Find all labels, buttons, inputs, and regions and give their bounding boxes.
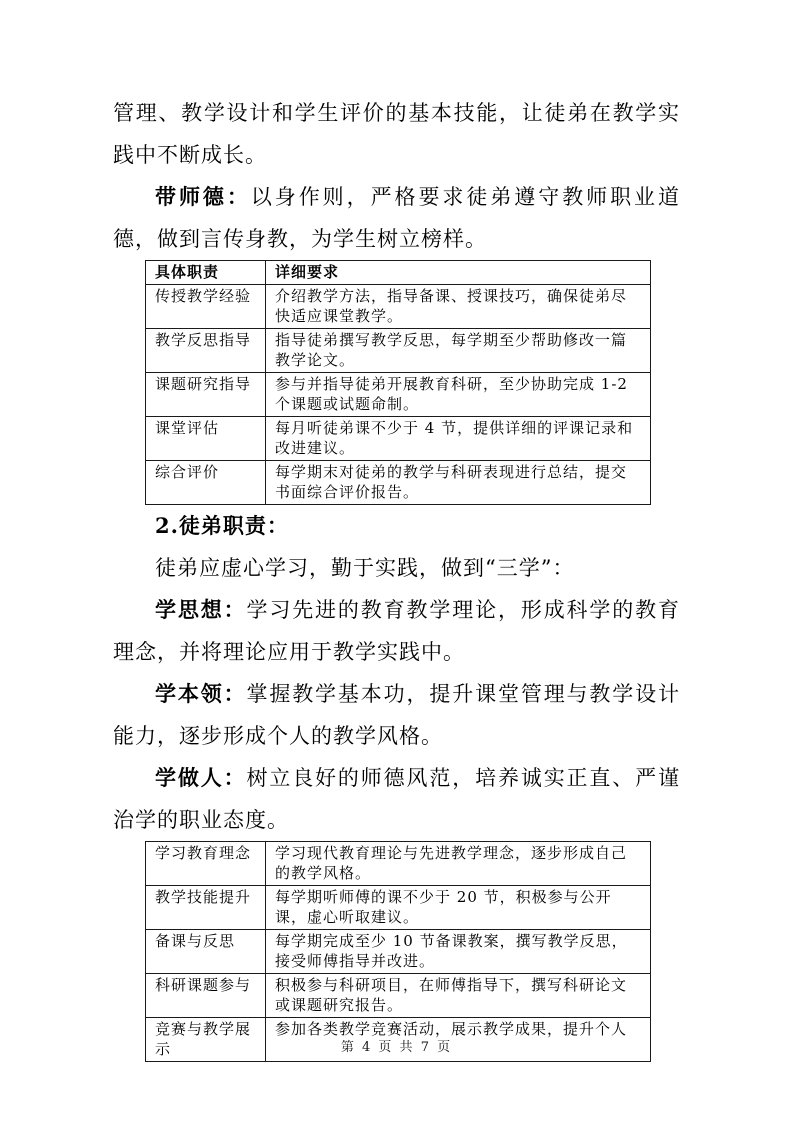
- paragraph-learn-skill: [113, 673, 680, 757]
- table-row: [146, 417, 651, 461]
- mentor-duties-table: [145, 260, 651, 505]
- paragraph-lead-xuesixiang: 学思想：: [155, 597, 247, 622]
- paragraph-text-xuebenling: 掌握教学基本功，提升课堂管理与教学设计能力，逐步形成个人的教学风格。: [113, 682, 681, 748]
- paragraph-learn-conduct: [113, 757, 680, 841]
- duty-cell: 课题研究指导: [146, 373, 266, 417]
- paragraph-text-xuezuoren: 树立良好的师德风范，培养诚实正直、严谨治学的职业态度。: [113, 766, 681, 832]
- duty-cell: 教学反思指导: [146, 329, 266, 373]
- duty-cell: 课堂评估: [146, 417, 266, 461]
- requirement-cell: 每月听徒弟课不少于 4 节，提供详细的评课记录和改进建议。: [266, 417, 651, 461]
- paragraph-text-daishide: 以身作则，严格要求徒弟遵守教师职业道德，做到言传身教，为学生树立榜样。: [113, 185, 681, 251]
- table-row: [146, 930, 651, 974]
- header-cell-duty: 具体职责: [146, 261, 266, 285]
- requirement-cell: 每学期听师傅的课不少于 20 节，积极参与公开课，虚心听取建议。: [266, 886, 651, 930]
- paragraph-lead-xuezuoren: 学做人：: [155, 765, 247, 790]
- requirement-cell: 学习现代教育理论与先进教学理念，逐步形成自己的教学风格。: [266, 842, 651, 886]
- requirement-cell: 指导徒弟撰写教学反思，每学期至少帮助修改一篇教学论文。: [266, 329, 651, 373]
- duty-cell: 竞赛与教学展示: [146, 1018, 266, 1062]
- header-cell-requirement: 详细要求: [266, 261, 651, 285]
- table-row: [146, 886, 651, 930]
- page-number-footer: 第 4 页 共 7 页: [340, 1040, 453, 1055]
- requirement-cell: 参与并指导徒弟开展教育科研，至少协助完成 1-2 个课题或试题命制。: [266, 373, 651, 417]
- duty-cell: 传授教学经验: [146, 285, 266, 329]
- paragraph-mentor-ethics: [113, 176, 680, 260]
- apprentice-duties-table: [145, 841, 651, 1062]
- duty-cell: 科研课题参与: [146, 974, 266, 1018]
- paragraph-lead-xuebenling: 学本领：: [155, 681, 247, 706]
- requirement-cell: 参加各类教学竞赛活动，展示教学成果，提升个人: [266, 1018, 651, 1062]
- duty-cell: 学习教育理念: [146, 842, 266, 886]
- duty-cell: 教学技能提升: [146, 886, 266, 930]
- paragraph-learn-thought: [113, 589, 680, 673]
- duty-cell: 综合评价: [146, 461, 266, 505]
- requirement-cell: 每学期末对徒弟的教学与科研表现进行总结，提交书面综合评价报告。: [266, 461, 651, 505]
- table-header-row: [146, 261, 651, 285]
- paragraph-three-learns-intro: 徒弟应虚心学习，勤于实践，做到“三学”：: [155, 556, 575, 580]
- paragraph-mentor-skills-cont: 管理、教学设计和学生评价的基本技能，让徒弟在教学实践中不断成长。: [113, 101, 680, 167]
- paragraph-lead-daishide: 带师德：: [155, 184, 251, 209]
- table-row: [146, 461, 651, 505]
- requirement-cell: 每学期完成至少 10 节备课教案，撰写教学反思，接受师傅指导并改进。: [266, 930, 651, 974]
- table-row: [146, 974, 651, 1018]
- table-row: [146, 329, 651, 373]
- table-row: [146, 842, 651, 886]
- duty-cell: 备课与反思: [146, 930, 266, 974]
- requirement-cell: 积极参与科研项目，在师傅指导下，撰写科研论文或课题研究报告。: [266, 974, 651, 1018]
- table-row: [146, 285, 651, 329]
- paragraph-text-xuesixiang: 学习先进的教育教学理论，形成科学的教育理念，并将理论应用于教学实践中。: [113, 598, 681, 664]
- section-heading-apprentice-duties: 2.徒弟职责：: [155, 513, 289, 538]
- table-row: [146, 373, 651, 417]
- requirement-cell: 介绍教学方法，指导备课、授课技巧，确保徒弟尽快适应课堂教学。: [266, 285, 651, 329]
